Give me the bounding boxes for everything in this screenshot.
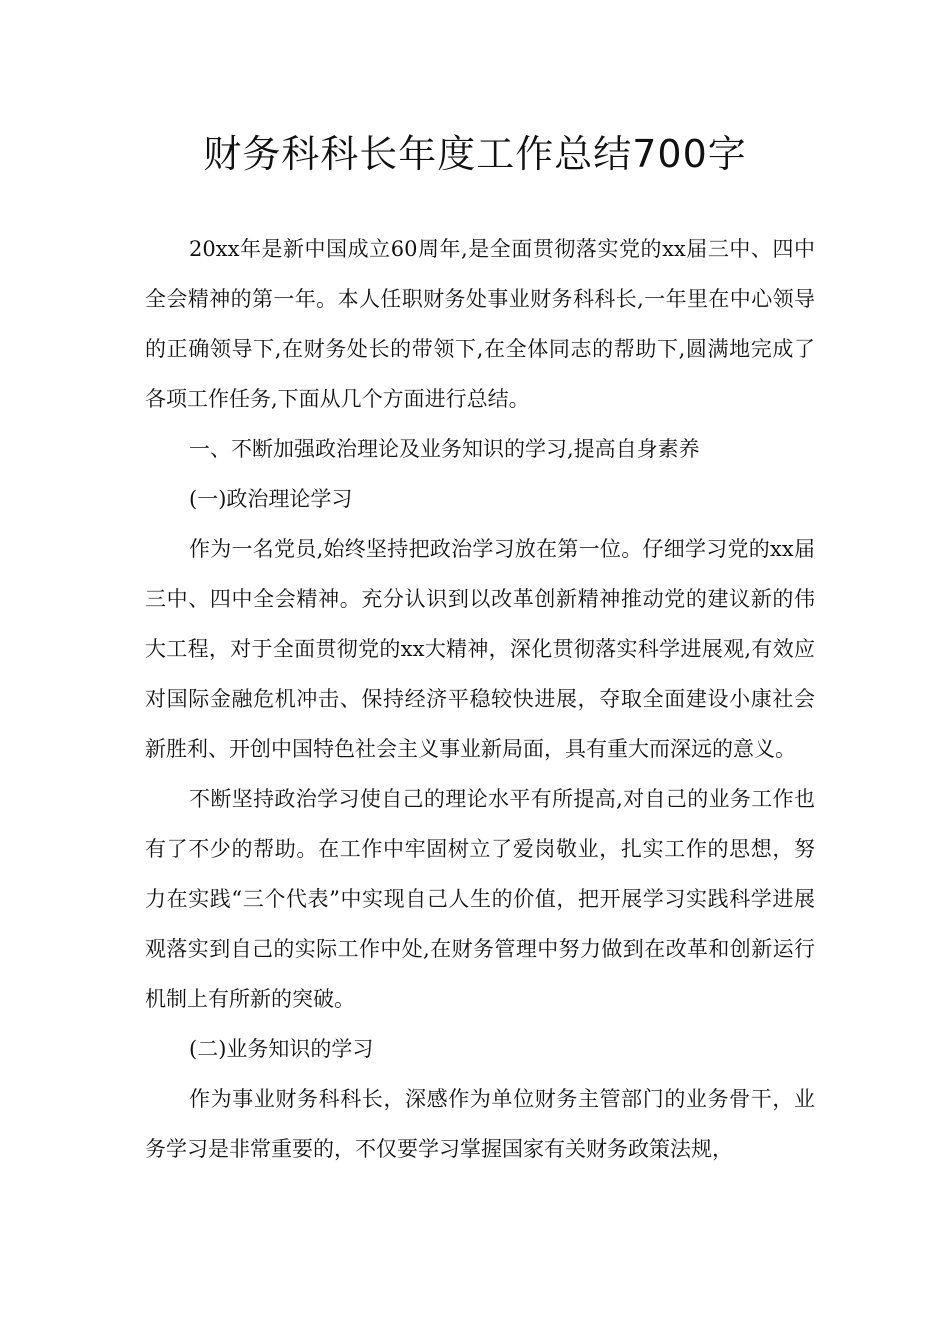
paragraph-intro: 20xx年是新中国成立60周年,是全面贯彻落实党的xx届三中、四中全会精神的第一年。本人任职财务处事业财务科科长,一年里在中心领导的正确领导下,在财务处长的带领下,在全体同志的帮助下,圆满地完成了各项工作任务,下面从几个方面进行总结。 — [145, 237, 815, 411]
paragraph-study-benefits: 不断坚持政治学习使自己的理论水平有所提高,对自己的业务工作也有了不少的帮助。在工作中牢固树立了爱岗敬业，扎实工作的思想，努力在实践“三个代表”中实现自己人生的价值，把开展学习实践科学进展观落实到自己的实际工作中处,在财务管理中努力做到在改革和创新运行机制上有所新的突破。 — [145, 787, 815, 1011]
paragraph-business-study: 作为事业财务科科长，深感作为单位财务主管部门的业务骨干，业务学习是非常重要的，不仅要学习掌握国家有关财务政策法规， — [145, 1087, 815, 1161]
subsection-heading-2: (二)业务知识的学习 — [189, 1037, 374, 1061]
section-heading-1: 一、不断加强政治理论及业务知识的学习,提高自身素养 — [189, 437, 700, 461]
document-body — [145, 224, 815, 1174]
document-title: 财务科科长年度工作总结700字 — [203, 132, 747, 176]
subsection-heading-1: (一)政治理论学习 — [189, 487, 353, 511]
paragraph-political-study: 作为一名党员,始终坚持把政治学习放在第一位。仔细学习党的xx届三中、四中全会精神。充分认识到以改革创新精神推动党的建议新的伟大工程，对于全面贯彻党的xx大精神，深化贯彻落实科学进展观,有效应对国际金融危机冲击、保持经济平稳较快进展，夺取全面建设小康社会新胜利、开创中国特色社会主义事业新局面，具有重大而深远的意义。 — [145, 537, 815, 761]
